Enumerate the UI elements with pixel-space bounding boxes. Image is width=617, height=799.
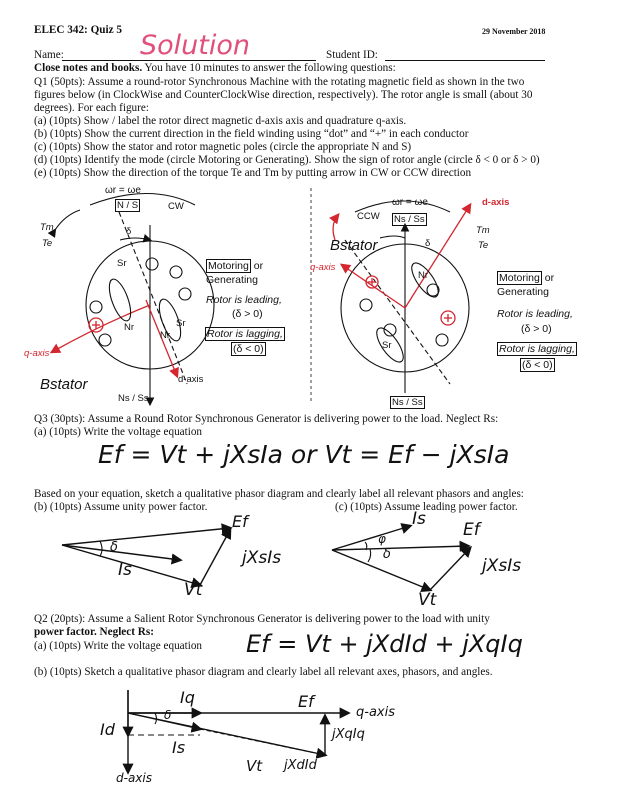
left-mode-generating[interactable]: Generating (206, 274, 258, 286)
left-delta-arc (120, 238, 150, 240)
left-mode: Motoring or (208, 260, 264, 272)
right-ns-bottom: Ns / Ss (392, 397, 423, 408)
q2-b: (b) (10pts) Sketch a qualitative phasor diagram and clearly label all relevant axes, phasors, and angles. (34, 666, 493, 678)
left-tm: Tm (40, 222, 54, 233)
q2-a: (a) (10pts) Write the voltage equation (34, 640, 203, 652)
left-omega: ωr = ωe (105, 185, 141, 196)
left-conductor (179, 288, 191, 300)
right-delta-positive[interactable]: (δ > 0) (521, 323, 552, 335)
course-title: ELEC 342: Quiz 5 (34, 24, 122, 36)
q1-a: (a) (10pts) Show / label the rotor direct magnetic d-axis axis and quadrature q-axis. (34, 115, 407, 127)
name-label: Name: (34, 49, 64, 61)
left-mode-motoring[interactable]: Motoring (208, 260, 249, 272)
q2-jxqiq: jXqIq (332, 727, 365, 742)
q3c-is: Is (412, 509, 426, 529)
q2-vt: Vt (246, 757, 263, 775)
left-ns-top: N / S (117, 200, 139, 211)
q3c-phi: φ (378, 532, 386, 546)
right-conductor (436, 334, 448, 346)
right-nr: Nr (418, 270, 429, 281)
q2-jxdid: jXdId (284, 758, 317, 773)
left-delta-negative[interactable]: (δ < 0) (233, 343, 264, 355)
left-sr: Sr (117, 258, 127, 269)
right-delta: δ (425, 238, 431, 249)
left-rotor-lagging[interactable]: Rotor is lagging, (207, 328, 283, 340)
q1-line3: degrees). For each figure: (34, 102, 149, 114)
q3b-ef: Ef (232, 512, 248, 531)
q3c-delta: δ (383, 547, 391, 562)
q2-is: Is (172, 738, 186, 757)
q1-line1: Q1 (50pts): Assume a round-rotor Synchronous Machine with the rotating magnetic field as shown in the two (34, 76, 525, 88)
student-id-label: Student ID: (326, 49, 378, 61)
q3c-jxsis: jXsIs (482, 556, 522, 576)
left-te: Te (42, 238, 53, 249)
right-bstator: Bstator (330, 237, 378, 254)
left-nr2: Nr (124, 322, 135, 333)
q1-line2: figures below (in ClockWise and CounterClockWise direction, respectively). The rotor angle is small (about 30 (34, 89, 533, 101)
left-conductor (170, 266, 182, 278)
left-q-axis-label: q-axis (24, 348, 50, 359)
right-delta-negative[interactable]: (δ < 0) (522, 359, 553, 371)
instructions: Close notes and books. You have 10 minutes to answer the following questions: (34, 62, 396, 74)
q3-a: (a) (10pts) Write the voltage equation (34, 426, 203, 438)
right-rotor-lagging[interactable]: Rotor is lagging, (499, 343, 575, 355)
q3-equation: Ef = Vt + jXsIa or Vt = Ef − jXsIa (98, 440, 510, 469)
right-mode-motoring[interactable]: Motoring (499, 272, 540, 284)
q3b-jxsis: jXsIs (242, 548, 282, 568)
left-ns-bottom: Ns / Ss (118, 393, 149, 404)
q3c-vt: Vt (418, 590, 437, 610)
q2-equation: Ef = Vt + jXdId + jXqIq (246, 630, 523, 658)
left-conductor (146, 258, 158, 270)
left-conductor (99, 334, 111, 346)
left-rotor-leading[interactable]: Rotor is leading, (206, 294, 282, 306)
q3-c: (c) (10pts) Assume leading power factor. (335, 501, 518, 513)
left-nr: Nr (160, 330, 171, 341)
left-bstator: Bstator (40, 376, 88, 393)
quiz-date: 29 November 2018 (482, 27, 546, 36)
right-sr: Sr (382, 340, 392, 351)
q1-c: (c) (10pts) Show the stator and rotor magnetic poles (circle the appropriate N and S) (34, 141, 412, 153)
right-mode-generating[interactable]: Generating (497, 286, 549, 298)
left-delta-positive[interactable]: (δ > 0) (232, 308, 263, 320)
q3-unity-phasor (62, 528, 230, 585)
q2-line2: power factor. Neglect Rs: (34, 626, 154, 638)
right-q-axis-arrow (342, 265, 405, 308)
right-ns-top: Ns / Ss (394, 214, 425, 225)
left-conductor (90, 301, 102, 313)
q2-d-axis: d-axis (116, 771, 152, 785)
right-q-axis-label: q-axis (310, 262, 336, 273)
q2-delta: δ (164, 708, 172, 722)
left-sr2: Sr (176, 318, 186, 329)
right-mode: Motoring or (499, 272, 555, 284)
right-te: Te (478, 240, 489, 251)
left-d-axis-label: d-axis (178, 374, 204, 385)
q2-id: Id (100, 720, 115, 739)
left-machine (52, 194, 214, 405)
q2-ef: Ef (298, 692, 314, 711)
name-value: Solution (140, 30, 250, 61)
right-omega: ωr = ωe (392, 197, 428, 208)
q3-sketch-instruction: Based on your equation, sketch a qualitative phasor diagram and clearly label all relevant phasors and angles: (34, 488, 524, 500)
right-rotor-leading[interactable]: Rotor is leading, (497, 308, 573, 320)
q3-line1: Q3 (30pts): Assume a Round Rotor Synchronous Generator is delivering power to the load. Neglect Rs: (34, 413, 499, 425)
left-torque-arc (55, 210, 80, 230)
q2-iq: Iq (180, 688, 195, 707)
q1-e: (e) (10pts) Show the direction of the torque Te and Tm by putting arrow in CW or CCW direction (34, 167, 472, 179)
right-direction: CCW (357, 211, 380, 222)
q2-line1: Q2 (20pts): Assume a Salient Rotor Synchronous Generator is delivering power to the load with unity (34, 613, 490, 625)
right-delta-arc (380, 236, 405, 238)
left-delta: δ (126, 226, 132, 237)
q3-leading-phasor (332, 526, 470, 590)
left-direction: CW (168, 201, 184, 212)
q3-b: (b) (10pts) Assume unity power factor. (34, 501, 208, 513)
q3b-is: Is (118, 560, 132, 580)
q3b-delta: δ (110, 540, 118, 555)
q1-d: (d) (10pts) Identify the mode (circle Motoring or Generating). Show the sign of rotor angle (circle δ < 0 or δ > 0) (34, 154, 540, 166)
right-machine (333, 201, 470, 393)
right-conductor (360, 299, 372, 311)
q3b-vt: Vt (184, 580, 203, 600)
right-tm: Tm (476, 225, 490, 236)
q3c-ef: Ef (463, 520, 480, 540)
q2-q-axis: q-axis (356, 705, 395, 720)
right-d-axis-label: d-axis (482, 197, 510, 208)
left-rotor-pole (105, 277, 135, 324)
q1-b: (b) (10pts) Show the current direction in the field winding using “dot” and “+” in each conductor (34, 128, 469, 140)
